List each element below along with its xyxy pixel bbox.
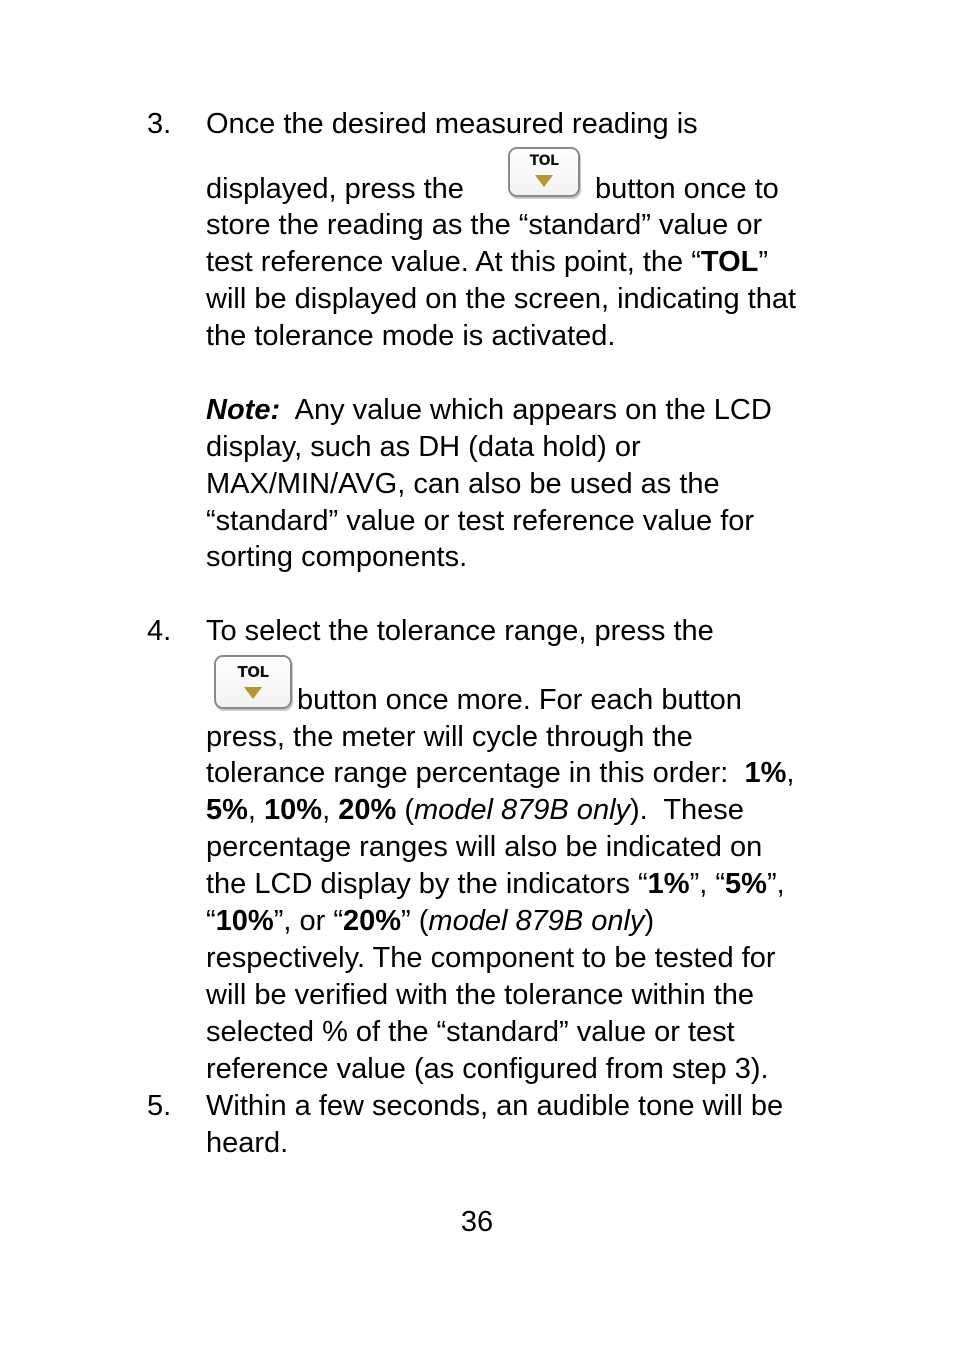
step-5-line-2: heard. [206,1127,289,1159]
note-line-3: MAX/MIN/AVG, can also be used as the [206,468,720,500]
step-4-line-4-before: tolerance range percentage in this order: [206,757,745,789]
note-line-1 [206,393,772,427]
open-quote: “ [206,905,216,937]
step-3-number: 3. [147,108,172,140]
close-paren: ) [644,905,655,937]
step-3-line-2-after: button once to [595,173,779,205]
step-5-number: 5. [147,1090,172,1122]
range-10-percent: 10% [264,794,323,826]
step-4-line-7 [206,867,785,901]
indicator-1-percent: 1% [647,868,690,900]
tol-indicator-text: TOL [700,246,759,278]
indicator-5-percent: 5% [725,868,767,900]
model-note: model 879B only [428,905,645,937]
step-4-line-6: percentage ranges will also be indicated on [206,831,763,863]
separator: ”, “ [689,868,726,900]
step-3-line-4 [206,245,768,279]
range-20-percent: 20% [338,794,397,826]
step-4-line-4-after: , [786,757,795,789]
step-4-line-5 [206,793,744,827]
indicator-20-percent: 20% [343,905,402,937]
separator: ” ( [401,905,429,937]
note-line-5: sorting components. [206,541,468,573]
step-4-line-7-before: the LCD display by the indicators “ [206,868,648,900]
step-3-line-3: store the reading as the “standard” value or [206,209,763,241]
note-line-4: “standard” value or test reference value for [206,505,755,537]
tol-button-label: TOL [237,663,269,681]
step-4-line-8 [206,904,654,938]
model-note: model 879B only [413,794,631,826]
separator: ”, or “ [273,905,343,937]
step-3-line-2-before: displayed, press the [206,173,464,205]
down-triangle-icon [535,175,553,187]
range-1-percent: 1% [744,757,787,789]
tol-button-image-1 [508,147,580,197]
step-3-line-6: the tolerance mode is activated. [206,320,616,352]
down-triangle-icon [244,687,262,699]
step-4-line-11: selected % of the “standard” value or test [206,1016,735,1048]
step-4-line-10: will be verified with the tolerance within the [206,979,755,1011]
note-label: Note: [206,394,281,426]
separator: , [247,794,265,826]
step-3-line-5: will be displayed on the screen, indicating that [206,283,797,315]
separator: , [322,794,339,826]
note-line-2: display, such as DH (data hold) or [206,431,641,463]
step-5-line-1: Within a few seconds, an audible tone will be [206,1090,784,1122]
step-4-line-4 [206,756,794,790]
step-3-line-2 [206,172,464,206]
step-4-line-5-end: ). These [630,794,744,826]
step-4-line-1: To select the tolerance range, press the [206,615,714,647]
step-4-line-9: respectively. The component to be tested for [206,942,776,974]
separator: ( [396,794,414,826]
step-3-line-4-after: ” [758,246,769,278]
tol-button-image-2 [214,655,292,709]
step-4-line-12: reference value (as configured from step 3). [206,1053,769,1085]
step-4-line-3: press, the meter will cycle through the [206,721,693,753]
tol-button-label: TOL [529,153,559,169]
page-number: 36 [460,1206,494,1238]
range-5-percent: 5% [206,794,248,826]
step-3-line-1: Once the desired measured reading is [206,108,698,140]
step-4-line-2: button once more. For each button [297,684,742,716]
step-3-line-4-before: test reference value. At this point, the “ [206,246,701,278]
separator: ”, [766,868,785,900]
note-line-1-text: Any value which appears on the LCD [280,394,772,426]
indicator-10-percent: 10% [215,905,274,937]
step-4-number: 4. [147,615,172,647]
